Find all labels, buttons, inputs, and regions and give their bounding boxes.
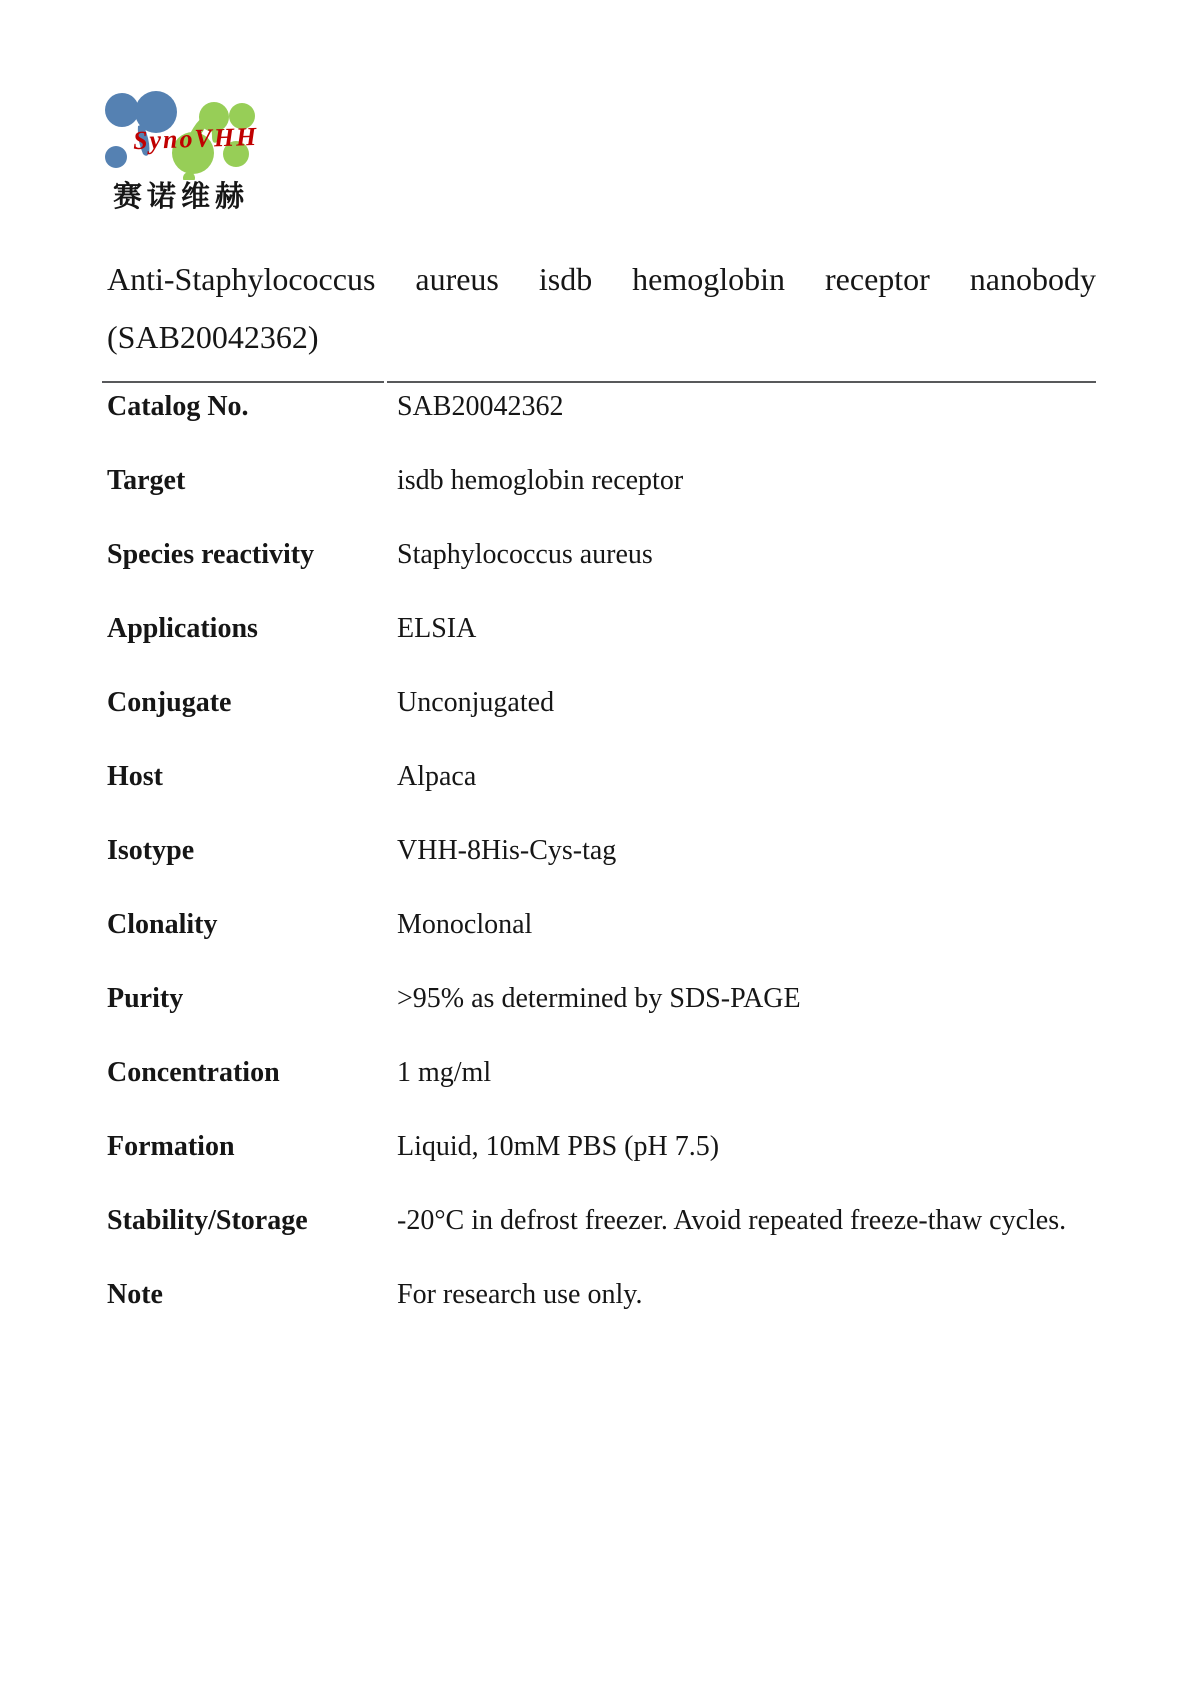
row-value: VHH-8His-Cys-tag	[397, 835, 617, 866]
table-row	[107, 901, 1167, 975]
company-logo	[93, 90, 273, 215]
row-value: isdb hemoglobin receptor	[397, 465, 684, 496]
row-value: Monoclonal	[397, 909, 533, 940]
row-label: Conjugate	[107, 687, 232, 718]
table-row	[107, 605, 1167, 679]
table-row	[107, 1197, 1167, 1271]
row-label: Applications	[107, 613, 258, 644]
row-label: Catalog No.	[107, 391, 249, 422]
table-row	[107, 383, 1167, 457]
row-value: -20°C in defrost freezer. Avoid repeated freeze-thaw cycles.	[397, 1205, 1067, 1236]
row-label: Note	[107, 1279, 163, 1310]
brand-name: SynoVHH	[132, 121, 259, 156]
row-value: Staphylococcus aureus	[397, 539, 653, 570]
table-row	[107, 975, 1167, 1049]
row-label: Host	[107, 761, 163, 792]
table-row	[107, 679, 1167, 753]
row-label: Clonality	[107, 909, 218, 940]
table-row	[107, 1271, 1167, 1345]
row-label: Target	[107, 465, 186, 496]
row-value: Alpaca	[397, 761, 477, 792]
row-label: Stability/Storage	[107, 1205, 308, 1236]
row-value: 1 mg/ml	[397, 1057, 492, 1088]
row-value: ELSIA	[397, 613, 477, 644]
table-row	[107, 457, 1167, 531]
brand-name-chinese: 赛诺维赫	[113, 181, 250, 213]
product-title-line1: Anti-Staphylococcus aureus isdb hemoglobin receptor nanobody	[107, 261, 1096, 297]
spec-table	[107, 383, 1167, 1345]
table-row	[107, 1123, 1167, 1197]
row-label: Concentration	[107, 1057, 280, 1088]
row-value: Unconjugated	[397, 687, 555, 718]
product-title	[107, 250, 1096, 366]
row-value: >95% as determined by SDS-PAGE	[397, 983, 801, 1014]
table-row	[107, 753, 1167, 827]
table-row	[107, 1049, 1167, 1123]
row-value: SAB20042362	[397, 391, 564, 422]
row-value: Liquid, 10mM PBS (pH 7.5)	[397, 1131, 720, 1162]
table-row	[107, 827, 1167, 901]
row-label: Formation	[107, 1131, 235, 1162]
row-value: For research use only.	[397, 1279, 643, 1310]
product-title-line2: (SAB20042362)	[107, 319, 319, 355]
row-label: Isotype	[107, 835, 195, 866]
row-label: Purity	[107, 983, 184, 1014]
row-label: Species reactivity	[107, 539, 315, 570]
table-row	[107, 531, 1167, 605]
